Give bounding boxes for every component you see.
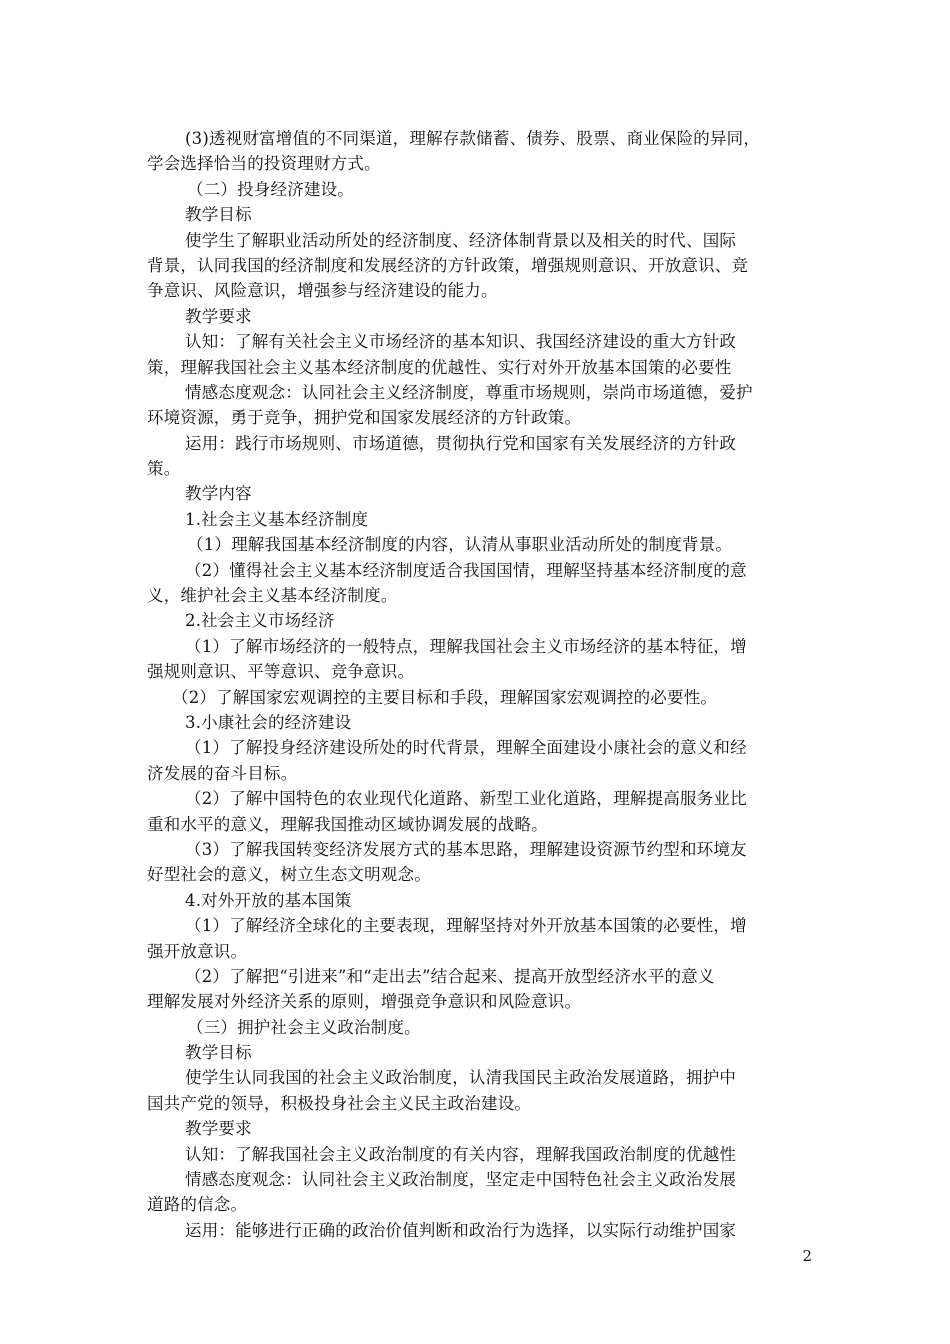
text-line: 策。	[147, 459, 181, 479]
text-line: 理解发展对外经济关系的原则，增强竞争意识和风险意识。	[147, 992, 582, 1012]
page-number: 2	[802, 1247, 812, 1265]
text-line: 认知：了解我国社会主义政治制度的有关内容，理解我国政治制度的优越性	[185, 1144, 737, 1164]
text-line: （2）了解中国特色的农业现代化道路、新型工业化道路，理解提高服务业比	[185, 789, 747, 809]
text-line: 学会选择恰当的投资理财方式。	[147, 154, 381, 174]
text-line: 1.社会主义基本经济制度	[185, 509, 369, 529]
text-line: （1）了解投身经济建设所处的时代背景，理解全面建设小康社会的意义和经	[185, 738, 747, 758]
text-line: （1）了解经济全球化的主要表现，理解坚持对外开放基本国策的必要性，增	[185, 916, 747, 936]
text-line: 国共产党的领导，积极投身社会主义民主政治建设。	[147, 1093, 532, 1113]
text-line: （1）了解市场经济的一般特点，理解我国社会主义市场经济的基本特征，增	[185, 636, 747, 656]
text-line: （二）投身经济建设。	[187, 179, 354, 199]
text-line: 强规则意识、平等意识、竞争意识。	[147, 662, 415, 682]
text-line: 重和水平的意义，理解我国推动区域协调发展的战略。	[147, 814, 548, 834]
text-line: 教学内容	[185, 484, 252, 504]
text-line: 运用：践行市场规则、市场道德，贯彻执行党和国家有关发展经济的方针政	[185, 433, 737, 453]
text-line: 教学要求	[185, 1119, 252, 1139]
text-line: 教学要求	[185, 306, 252, 326]
text-line: 认知：了解有关社会主义市场经济的基本知识、我国经济建设的重大方针政	[185, 332, 737, 352]
document-body	[147, 126, 809, 1243]
text-line: 情感态度观念：认同社会主义政治制度，坚定走中国特色社会主义政治发展	[185, 1170, 737, 1190]
text-line: 运用：能够进行正确的政治价值判断和政治行为选择，以实际行动维护国家	[185, 1220, 737, 1240]
text-line: （2）懂得社会主义基本经济制度适合我国国情，理解坚持基本经济制度的意	[185, 560, 747, 580]
text-line: 道路的信念。	[147, 1195, 248, 1215]
text-line: （2）了解把“引进来”和“走出去”结合起来、提高开放型经济水平的意义	[185, 966, 715, 986]
text-line: 策，理解我国社会主义基本经济制度的优越性、实行对外开放基本国策的必要性	[147, 357, 732, 377]
text-line: 义，维护社会主义基本经济制度。	[147, 586, 398, 606]
text-line: 环境资源，勇于竞争，拥护党和国家发展经济的方针政策。	[147, 408, 582, 428]
text-line: 使学生认同我国的社会主义政治制度，认清我国民主政治发展道路，拥护中	[185, 1068, 737, 1088]
text-line: 使学生了解职业活动所处的经济制度、经济体制背景以及相关的时代、国际	[185, 230, 737, 250]
text-line: 教学目标	[185, 1043, 252, 1063]
text-line: 教学目标	[185, 205, 252, 225]
text-line: 背景，认同我国的经济制度和发展经济的方针政策，增强规则意识、开放意识、竞	[147, 255, 749, 275]
text-line: 济发展的奋斗目标。	[147, 763, 298, 783]
text-line: 情感态度观念：认同社会主义经济制度，尊重市场规则，崇尚市场道德，爱护	[185, 382, 753, 402]
text-line: (3)透视财富增值的不同渠道，理解存款储蓄、债券、股票、商业保险的异同，	[185, 129, 761, 148]
text-line: 4.对外开放的基本国策	[185, 890, 352, 910]
text-line: 2.社会主义市场经济	[185, 611, 335, 631]
text-line: 3.小康社会的经济建设	[185, 712, 352, 732]
text-line: 好型社会的意义，树立生态文明观念。	[147, 865, 431, 885]
text-line: （3）了解我国转变经济发展方式的基本思路，理解建设资源节约型和环境友	[185, 839, 747, 859]
text-line: 强开放意识。	[147, 941, 248, 961]
text-line: （三）拥护社会主义政治制度。	[187, 1017, 421, 1037]
text-line: （2）了解国家宏观调控的主要目标和手段，理解国家宏观调控的必要性。	[172, 687, 718, 707]
text-line: （1）理解我国基本经济制度的内容，认清从事职业活动所处的制度背景。	[187, 535, 733, 555]
text-line: 争意识、风险意识，增强参与经济建设的能力。	[147, 281, 498, 301]
